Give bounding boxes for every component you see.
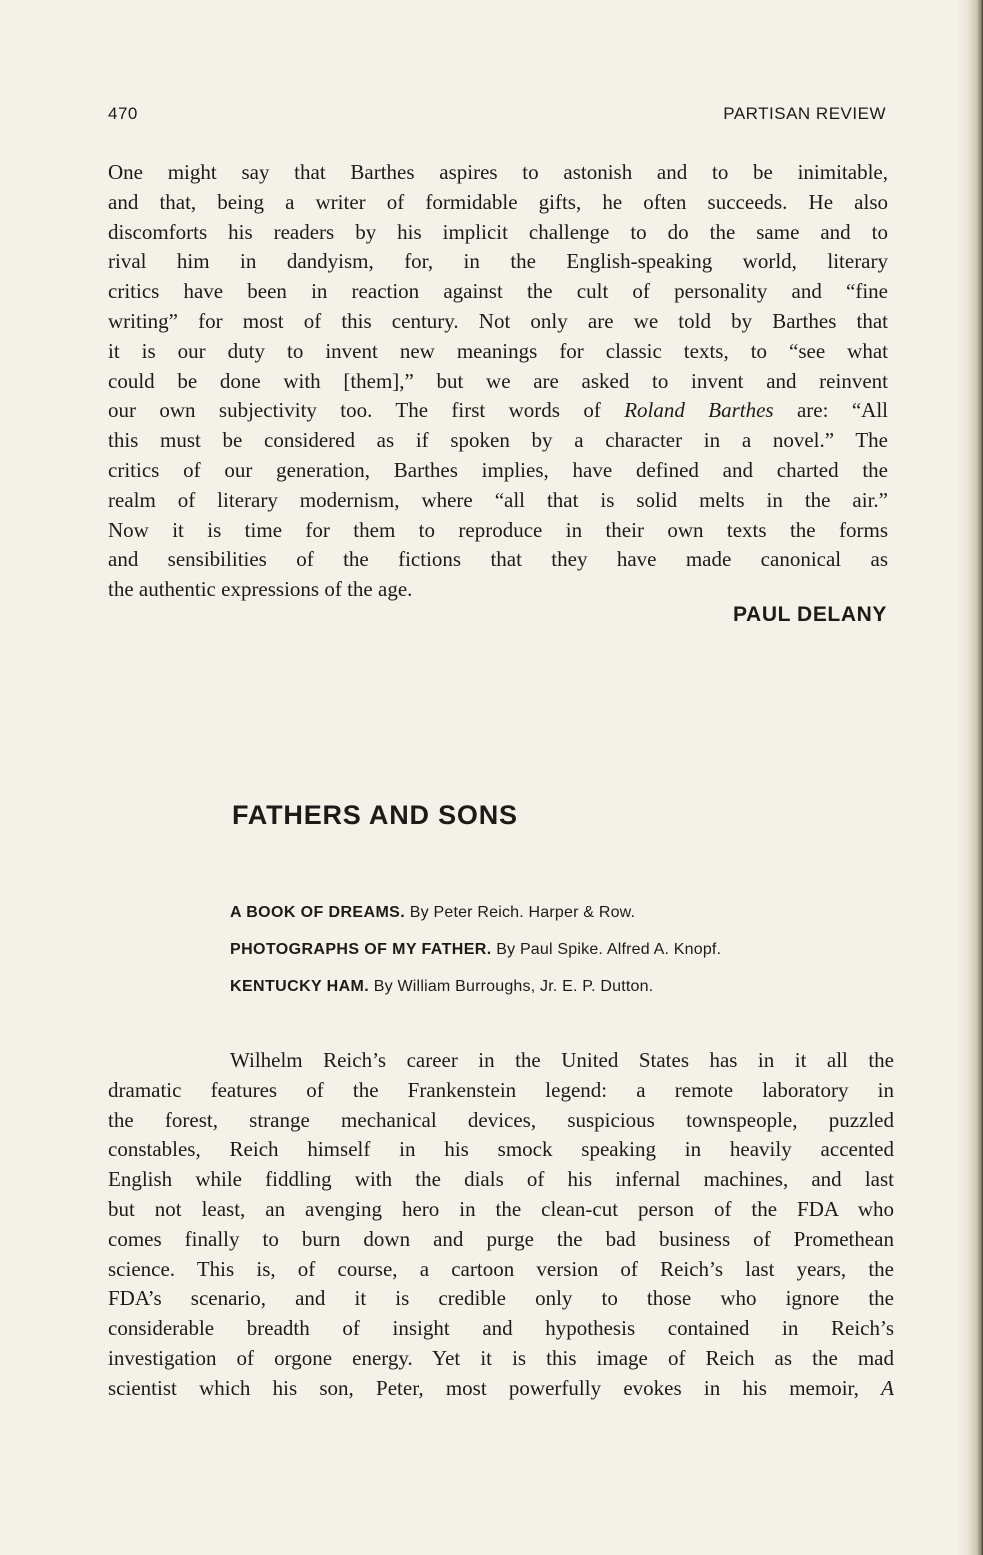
book-details: By Peter Reich. Harper & Row. (405, 904, 636, 921)
review-opening-paragraph (108, 1046, 894, 1404)
text-line: the authentic expressions of the age. (108, 577, 413, 602)
text-line: One might say that Barthes aspires to astonish and to be inimitable, (108, 160, 888, 184)
text-line: this must be considered as if spoken by a character in a novel.” The (108, 428, 888, 453)
text-line: FDA’s scenario, and it is credible only to those who ignore the (108, 1286, 894, 1311)
reviewed-books-list (230, 901, 910, 1012)
text-segment: scientist which his son, Peter, most powerfully evokes in his memoir, (108, 1375, 882, 1400)
book-entry (230, 938, 910, 975)
book-title: PHOTOGRAPHS OF MY FATHER. (230, 941, 492, 958)
running-header (108, 104, 886, 130)
text-line: science. This is, of course, a cartoon version of Reich’s last years, the (108, 1256, 894, 1281)
text-line: Wilhelm Reich’s career in the United States has in it all the (230, 1048, 894, 1072)
book-title-italic: Roland Barthes (624, 398, 774, 423)
text-line: rival him in dandyism, for, in the English-speaking world, literary (108, 249, 888, 274)
text-line: discomforts his readers by his implicit challenge to do the same and to (108, 219, 888, 244)
book-title: A BOOK OF DREAMS. (230, 904, 406, 921)
text-line: considerable breadth of insight and hypothesis contained in Reich’s (108, 1316, 894, 1341)
text-line: writing” for most of this century. Not only are we told by Barthes that (108, 308, 888, 333)
text-segment: are: “All (773, 398, 888, 423)
text-line: critics have been in reaction against the cult of personality and “fine (108, 279, 888, 304)
text-line: could be done with [them],” but we are asked to invent and reinvent (108, 368, 888, 393)
page-edge-shadow (957, 0, 983, 1555)
text-line: English while fiddling with the dials of his infernal machines, and last (108, 1167, 894, 1192)
review-closing-paragraph (108, 158, 888, 605)
section-title: FATHERS AND SONS (232, 800, 518, 830)
book-details: By William Burroughs, Jr. E. P. Dutton. (369, 978, 654, 995)
text-line: critics of our generation, Barthes implies, have defined and charted the (108, 457, 888, 482)
text-line: comes finally to burn down and purge the bad business of Promethean (108, 1226, 894, 1251)
text-line: Now it is time for them to reproduce in their own texts the forms (108, 517, 888, 542)
text-line: it is our duty to invent new meanings for classic texts, to “see what (108, 338, 888, 363)
book-entry (230, 901, 910, 938)
text-line: constables, Reich himself in his smock speaking in heavily accented (108, 1137, 894, 1162)
text-line: investigation of orgone energy. Yet it is this image of Reich as the mad (108, 1345, 894, 1370)
italic-letter: A (881, 1375, 894, 1400)
author-signature: PAUL DELANY (733, 603, 887, 626)
text-line: dramatic features of the Frankenstein legend: a remote laboratory in (108, 1077, 894, 1102)
book-title: KENTUCKY HAM. (230, 978, 370, 995)
text-line: and that, being a writer of formidable gifts, he often succeeds. He also (108, 189, 888, 214)
book-entry (230, 975, 910, 1012)
book-details: By Paul Spike. Alfred A. Knopf. (491, 941, 722, 958)
text-line: but not least, an avenging hero in the clean-cut person of the FDA who (108, 1196, 894, 1221)
page-number: 470 (108, 104, 138, 123)
text-line-with-italic (108, 1374, 894, 1404)
text-segment: our own subjectivity too. The first words of (108, 398, 625, 423)
text-line: realm of literary modernism, where “all that is solid melts in the air.” (108, 487, 888, 512)
text-line: and sensibilities of the fictions that they have made canonical as (108, 547, 888, 572)
journal-title: PARTISAN REVIEW (723, 104, 886, 123)
text-line: the forest, strange mechanical devices, suspicious townspeople, puzzled (108, 1107, 894, 1132)
text-line-with-title (108, 396, 888, 426)
